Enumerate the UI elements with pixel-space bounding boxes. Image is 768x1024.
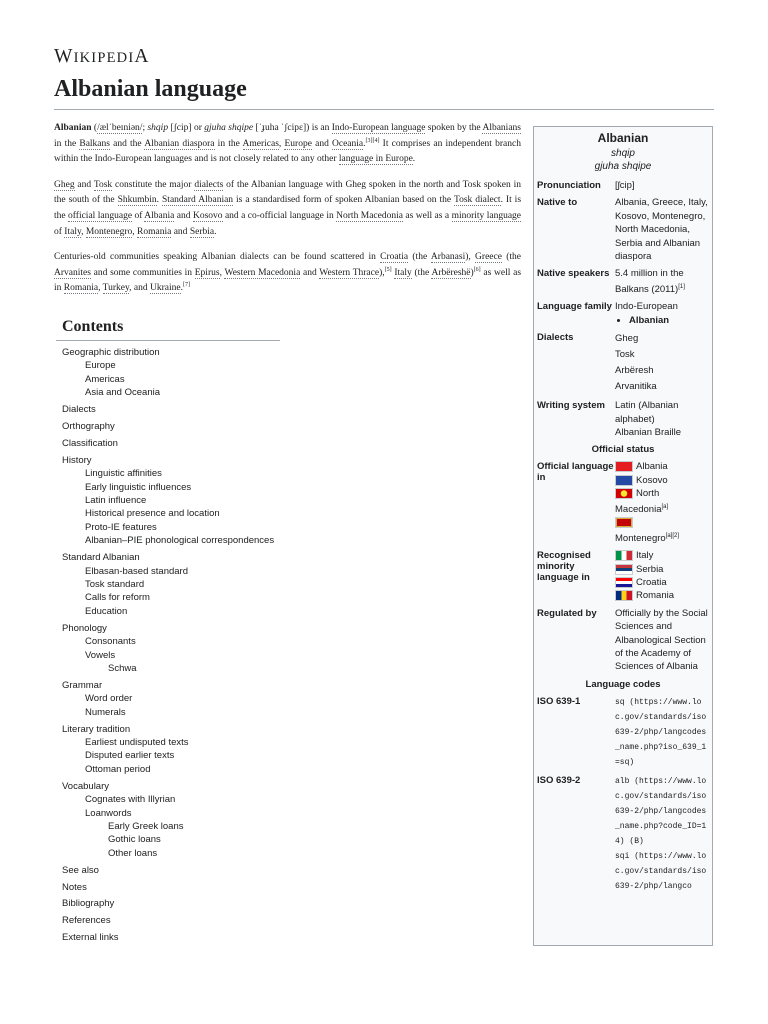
infobox-row-native-to bbox=[534, 194, 712, 265]
toc-item[interactable]: Schwa bbox=[108, 662, 137, 674]
toc-item[interactable]: Disputed earlier texts bbox=[85, 750, 175, 762]
toc-item[interactable]: Dialects bbox=[62, 404, 96, 416]
toc-item[interactable]: Orthography bbox=[62, 421, 115, 433]
link-arbereshe[interactable]: Arbëreshë bbox=[431, 267, 471, 278]
link-albanians[interactable]: Albanians bbox=[482, 123, 521, 133]
note-a[interactable]: [a] bbox=[661, 503, 669, 510]
toc-item[interactable]: Numerals bbox=[85, 706, 126, 718]
toc-item[interactable]: Standard Albanian bbox=[62, 552, 140, 564]
toc-item[interactable]: Americas bbox=[85, 373, 125, 385]
native-name-full: gjuha shqipe bbox=[204, 123, 254, 133]
link-balkans[interactable]: Balkans bbox=[79, 138, 110, 149]
toc-item[interactable]: Albanian–PIE phonological correspondences bbox=[85, 535, 275, 547]
toc-item[interactable]: References bbox=[62, 915, 111, 927]
infobox-row-writing-system bbox=[534, 397, 712, 441]
toc-item[interactable]: Loanwords bbox=[85, 807, 132, 819]
link-arvanites[interactable]: Arvanites bbox=[54, 267, 91, 278]
link-albania[interactable]: Albania bbox=[144, 210, 175, 221]
infobox-native-name: shqip bbox=[611, 148, 635, 159]
toc-item[interactable]: History bbox=[62, 454, 92, 466]
lead-paragraph-2: Gheg and Tosk constitute the major dialects of the Albanian language with Gheg spoken in the north and Tosk spoken in the south of the Shkumbin. Standard Albanian is a standardised form of spoken Albanian based on the Tosk dialect. It is the official language of Albania and Kosovo and a co-official language in North Macedonia as well as a minority language of Italy, Montenegro, Romania and Serbia. bbox=[54, 179, 522, 237]
link-standard-albanian[interactable]: Standard Albanian bbox=[162, 195, 234, 206]
toc-item[interactable]: Phonology bbox=[62, 622, 107, 634]
row-label: Writing system bbox=[537, 400, 605, 412]
toc-item[interactable]: Grammar bbox=[62, 679, 103, 691]
row-value: [ʃcip] bbox=[615, 180, 635, 191]
official-country[interactable]: Kosovo bbox=[615, 474, 709, 487]
link-italy[interactable]: Italy bbox=[64, 226, 82, 237]
wordmark-middle: IKIPEDI bbox=[73, 50, 135, 66]
citation-1[interactable]: [1] bbox=[678, 283, 685, 290]
link-shkumbin[interactable]: Shkumbin bbox=[117, 195, 157, 206]
citation-6[interactable]: [6] bbox=[473, 266, 481, 273]
infobox-row-minority bbox=[534, 547, 712, 605]
row-value: 5.4 million in the Balkans (2011)[1] bbox=[615, 268, 685, 295]
link-north-macedonia[interactable]: North Macedonia bbox=[336, 210, 403, 221]
toc-list bbox=[56, 346, 280, 945]
link-turkey[interactable]: Turkey bbox=[102, 283, 130, 294]
italy-flag-icon bbox=[615, 550, 633, 561]
row-value: Latin (Albanian alphabet) Albanian Braille bbox=[615, 400, 682, 439]
dialect-item[interactable]: Arvanitika bbox=[615, 381, 657, 393]
link-romania-2[interactable]: Romania bbox=[63, 283, 99, 294]
toc-item[interactable]: Early linguistic influences bbox=[85, 481, 192, 493]
ipa-link[interactable]: /ælˈbeɪniən/ bbox=[97, 123, 143, 133]
infobox bbox=[533, 126, 713, 946]
link-official-language[interactable]: official language bbox=[68, 210, 133, 221]
toc-item[interactable]: Historical presence and location bbox=[85, 508, 220, 520]
lead-section bbox=[54, 121, 521, 307]
link-italy-2[interactable]: Italy bbox=[394, 267, 412, 278]
official-country[interactable]: Montenegro[a][2] bbox=[615, 516, 709, 545]
toc-item[interactable]: Cognates with Illyrian bbox=[85, 794, 176, 806]
link-epirus[interactable]: Epirus bbox=[194, 267, 220, 278]
link-montenegro[interactable]: Montenegro bbox=[85, 226, 133, 237]
toc-item[interactable]: Bibliography bbox=[62, 898, 115, 910]
link-western-macedonia[interactable]: Western Macedonia bbox=[224, 267, 301, 278]
toc-item[interactable]: Early Greek loans bbox=[108, 820, 184, 832]
note-a-2[interactable]: [a][2] bbox=[665, 532, 680, 539]
toc-item[interactable]: Literary tradition bbox=[62, 723, 131, 735]
row-label: Regulated by bbox=[537, 607, 597, 619]
row-label: Native speakers bbox=[537, 268, 610, 280]
infobox-native-name-full: gjuha shqipe bbox=[594, 161, 652, 172]
iso-639-2-link[interactable]: alb (https://www.loc.gov/standards/iso639-2/php/langcodes_name.php?code_ID=14) (B) sqi (https://www.loc.gov/standards/iso639-2/php/langco bbox=[615, 776, 707, 891]
minority-country[interactable]: Serbia bbox=[615, 563, 709, 576]
toc-item[interactable]: Consonants bbox=[85, 636, 136, 648]
toc-item[interactable]: Geographic distribution bbox=[62, 347, 160, 358]
citation-5[interactable]: [5] bbox=[384, 266, 392, 273]
link-americas[interactable]: Americas bbox=[242, 138, 279, 149]
link-tosk-dialect[interactable]: Tosk dialect bbox=[453, 195, 501, 206]
page-title: Albanian language bbox=[54, 76, 714, 110]
toc-item[interactable]: Notes bbox=[62, 881, 87, 893]
lead-paragraph-1: Albanian (/ælˈbeɪniən/; shqip [ʃcip] or gjuha shqipe [ˈɟuha ˈʃcipɛ]) is an Indo-European language spoken by the Albanians in the Balkans and the Albanian diaspora in the Americas, Europe and Oceania.[3][4] It comprises an independent branch within the Indo-European languages and is not closely related to any other language in Europe. bbox=[54, 123, 521, 165]
link-ukraine[interactable]: Ukraine bbox=[150, 283, 181, 294]
toc-item[interactable]: Classification bbox=[62, 437, 118, 449]
row-label: Official language in bbox=[537, 461, 614, 484]
toc-item[interactable]: Vowels bbox=[85, 649, 116, 661]
infobox-title: Albanian bbox=[597, 131, 649, 145]
row-value bbox=[615, 331, 709, 395]
toc-item[interactable]: Vocabulary bbox=[62, 780, 110, 792]
toc-item[interactable]: Asia and Oceania bbox=[85, 387, 160, 399]
toc-item[interactable]: Tosk standard bbox=[85, 579, 145, 590]
row-value: Officially by the Social Sciences and Albanological Section of the Academy of Sciences of Albania bbox=[615, 607, 708, 673]
citation-7[interactable]: [7] bbox=[182, 282, 190, 289]
link-europe[interactable]: Europe bbox=[284, 138, 312, 149]
link-oceania[interactable]: Oceania bbox=[332, 138, 364, 149]
link-indo-european-language[interactable]: Indo-European language bbox=[331, 123, 426, 133]
toc-item[interactable]: See also bbox=[62, 864, 99, 876]
toc-item[interactable]: Europe bbox=[85, 360, 116, 372]
infobox-row-pronunciation bbox=[534, 177, 712, 194]
north-macedonia-flag-icon bbox=[615, 488, 633, 499]
toc-item[interactable]: Proto-IE features bbox=[85, 521, 157, 533]
link-minority-language[interactable]: minority language bbox=[451, 210, 522, 221]
wordmark-w: W bbox=[54, 46, 74, 67]
bold-term: Albanian bbox=[54, 123, 92, 133]
link-romania[interactable]: Romania bbox=[137, 226, 172, 237]
language-codes-header: Language codes bbox=[585, 678, 661, 690]
link-tosk[interactable]: Tosk bbox=[93, 179, 113, 190]
lead-paragraph-3: Centuries-old communities speaking Albanian dialects can be found scattered in Croatia (the Arbanasi), Greece (the Arvanites and some communities in Epirus, Western Macedonia and Western Thrace),[5] Italy (the Arbëreshë)[6] as well as in Romania, Turkey, and Ukraine.[7] bbox=[54, 252, 522, 294]
kosovo-flag-icon bbox=[615, 475, 633, 486]
row-value bbox=[615, 460, 709, 545]
toc-item[interactable]: Gothic loans bbox=[108, 834, 161, 846]
table-of-contents bbox=[56, 318, 280, 945]
row-label: Pronunciation bbox=[537, 180, 601, 191]
row-label: ISO 639-1 bbox=[537, 695, 581, 707]
minority-country[interactable]: Italy bbox=[615, 549, 709, 562]
row-label: Native to bbox=[537, 197, 578, 209]
infobox-row-iso1 bbox=[534, 693, 712, 772]
minority-country[interactable]: Romania bbox=[615, 589, 709, 602]
link-albanian-diaspora[interactable]: Albanian diaspora bbox=[144, 138, 215, 149]
minority-country[interactable]: Croatia bbox=[615, 576, 709, 589]
link-western-thrace[interactable]: Western Thrace bbox=[319, 267, 380, 278]
infobox-row-native-speakers bbox=[534, 265, 712, 298]
iso-639-1-link[interactable]: sq (https://www.loc.gov/standards/iso639-2/php/langcodes_name.php?iso_639_1=sq) bbox=[615, 697, 707, 767]
toc-item[interactable]: Linguistic affinities bbox=[85, 468, 162, 480]
croatia-flag-icon bbox=[615, 577, 633, 588]
row-value: Indo-European • Albanian bbox=[615, 300, 709, 327]
toc-item[interactable]: Word order bbox=[85, 693, 133, 705]
link-croatia[interactable]: Croatia bbox=[380, 252, 409, 263]
infobox-row-official bbox=[534, 458, 712, 547]
wikipedia-wordmark[interactable] bbox=[54, 46, 150, 68]
official-country[interactable]: North Macedonia[a] bbox=[615, 488, 669, 515]
toc-item[interactable]: Ottoman period bbox=[85, 763, 151, 775]
toc-item[interactable]: Other loans bbox=[108, 847, 158, 859]
dialect-item[interactable]: Tosk bbox=[615, 349, 635, 361]
montenegro-flag-icon bbox=[615, 517, 633, 528]
link-kosovo[interactable]: Kosovo bbox=[192, 210, 223, 221]
link-serbia[interactable]: Serbia bbox=[189, 226, 215, 237]
row-label: ISO 639-2 bbox=[537, 774, 581, 786]
link-dialects[interactable]: dialects bbox=[194, 179, 224, 190]
albania-flag-icon bbox=[615, 461, 633, 472]
infobox-row-iso2 bbox=[534, 772, 712, 896]
dialect-item[interactable]: Arbëresh bbox=[615, 365, 654, 377]
toc-item[interactable]: Latin influence bbox=[85, 495, 147, 507]
infobox-row-dialects bbox=[534, 329, 712, 397]
link-gheg[interactable]: Gheg bbox=[54, 179, 75, 190]
link-greece[interactable]: Greece bbox=[475, 252, 502, 263]
row-value: Albania, Greece, Italy, Kosovo, Montenegro, North Macedonia, Serbia and Albanian diaspora bbox=[615, 197, 708, 263]
link-arbanasi[interactable]: Arbanasi bbox=[430, 252, 466, 263]
row-label: Dialects bbox=[537, 332, 574, 344]
citation-3-4[interactable]: [3][4] bbox=[365, 137, 380, 144]
family-branch: • Albanian bbox=[629, 314, 709, 327]
dialect-item[interactable]: Gheg bbox=[615, 333, 639, 345]
toc-item[interactable]: External links bbox=[62, 932, 119, 944]
romania-flag-icon bbox=[615, 590, 633, 601]
official-status-header: Official status bbox=[591, 444, 655, 456]
row-label: Recognised minority language in bbox=[537, 550, 591, 584]
native-name: shqip bbox=[147, 123, 169, 133]
toc-title: Contents bbox=[56, 318, 280, 341]
toc-item[interactable]: Elbasan-based standard bbox=[85, 565, 188, 577]
official-country[interactable]: Albania bbox=[615, 460, 709, 473]
row-value bbox=[615, 549, 709, 603]
infobox-row-family bbox=[534, 298, 712, 329]
toc-item[interactable]: Calls for reform bbox=[85, 592, 150, 604]
row-label: Language family bbox=[537, 301, 612, 313]
wordmark-a: A bbox=[134, 46, 150, 67]
toc-item[interactable]: Earliest undisputed texts bbox=[85, 736, 189, 748]
infobox-row-regulated bbox=[534, 605, 712, 676]
serbia-flag-icon bbox=[615, 564, 633, 575]
toc-item[interactable]: Education bbox=[85, 605, 128, 617]
link-language-in-europe[interactable]: language in Europe bbox=[338, 154, 413, 165]
